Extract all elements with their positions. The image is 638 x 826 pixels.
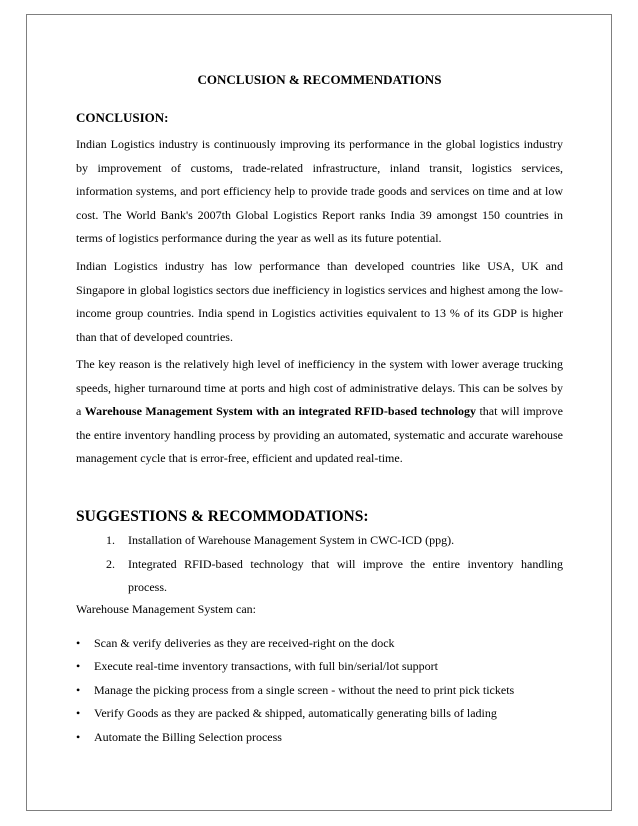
list-item [76, 655, 563, 678]
wms-intro: Warehouse Management System can: [76, 602, 256, 616]
list-item [76, 679, 563, 702]
list-item [76, 726, 563, 749]
list-item [76, 702, 563, 725]
suggestions-heading: SUGGESTIONS & RECOMMODATIONS: [76, 508, 369, 525]
suggestions-list [106, 529, 563, 600]
conclusion-paragraph-2: Indian Logistics industry has low performance than developed countries like USA, UK and Singapore in global logistics sectors due inefficiency in logistics services and highest among the low-income group countries. India spend in Logistics activities equivalent to 13 % of its GDP is higher than that of developed countries. [76, 259, 564, 344]
paragraph-3-bold-text: Warehouse Management System with an integrated RFID-based technology [84, 404, 476, 418]
suggestion-item [106, 553, 563, 600]
paragraph-3-text-end: that will improve the entire inventory handling process by providing an automated, systematic and accurate warehouse management cycle that is error-free, efficient and updated real-time. [76, 404, 563, 465]
document-title: CONCLUSION & RECOMMENDATIONS [197, 72, 442, 87]
suggestion-number: 2. [106, 556, 115, 571]
suggestion-text: Installation of Warehouse Management System in CWC-ICD (ppg). [128, 533, 455, 547]
wms-capabilities-list [76, 632, 563, 749]
bullet-icon: • [76, 636, 81, 650]
suggestion-text: Integrated RFID-based technology that will improve the entire inventory handling process. [128, 556, 563, 594]
conclusion-paragraph-1: Indian Logistics industry is continuously improving its performance in the global logistics industry by improvement of customs, trade-related infrastructure, inland transit, logistics services, information systems, and port efficiency help to provide trade goods and services on time and at low cost. The World Bank's 2007th Global Logistics Report ranks India 39 amongst 150 countries in terms of logistics performance during the year as well as its future potential. [76, 137, 563, 245]
list-item-text: Verify Goods as they are packed & shipped, automatically generating bills of lading [94, 706, 497, 721]
conclusion-heading: CONCLUSION: [76, 110, 169, 125]
bullet-icon: • [76, 659, 81, 674]
list-item [76, 632, 563, 655]
bullet-icon: • [76, 706, 81, 721]
suggestion-item [106, 529, 563, 553]
list-item-text: Scan & verify deliveries as they are received-right on the dock [94, 636, 395, 650]
suggestion-number: 1. [106, 533, 115, 547]
paragraph-3-text-start: The key reason is the relatively high level of inefficiency in the system with lower average trucking speeds, higher turnaround time at ports and high cost of administrative delays. This can be solves by a [76, 357, 563, 418]
list-item-text: Manage the picking process from a single screen - without the need to print pick tickets [94, 682, 515, 697]
conclusion-paragraph-3 [76, 353, 563, 471]
bullet-icon: • [76, 682, 81, 697]
list-item-text: Execute real-time inventory transactions, with full bin/serial/lot support [94, 659, 438, 674]
list-item-text: Automate the Billing Selection process [94, 729, 282, 744]
bullet-icon: • [76, 729, 81, 744]
